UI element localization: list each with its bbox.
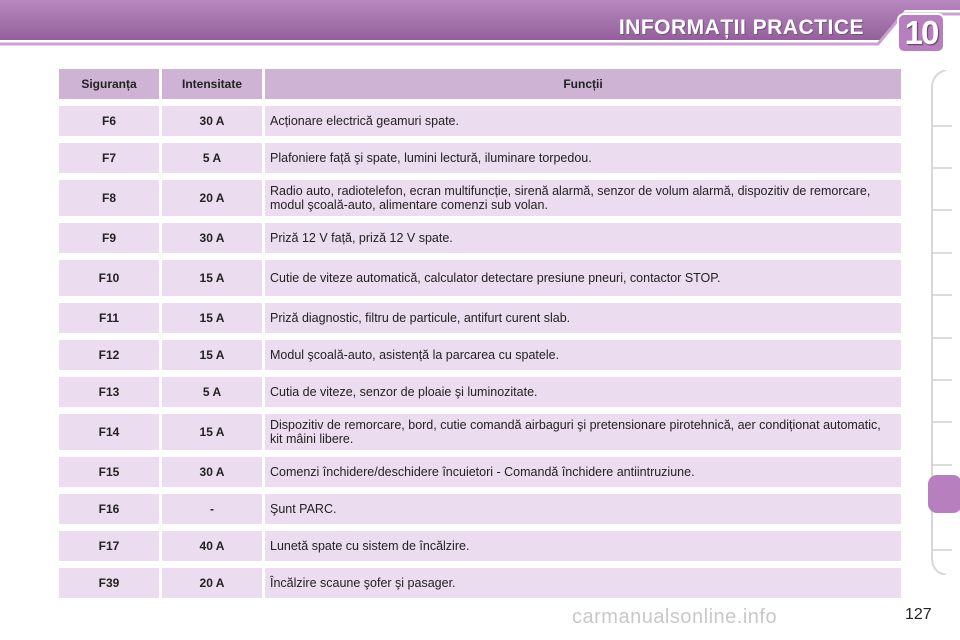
fuse-table (56, 62, 904, 605)
fuse-function: Modul şcoală-auto, asistență la parcarea cu spatele. (265, 340, 901, 370)
fuse-amperage: 30 A (162, 457, 262, 487)
table-row (59, 414, 901, 450)
table-row (59, 260, 901, 296)
fuse-amperage: 20 A (162, 180, 262, 216)
table-row (59, 531, 901, 561)
fuse-id: F15 (59, 457, 159, 487)
table-row (59, 340, 901, 370)
fuse-amperage: 20 A (162, 568, 262, 598)
table-row (59, 143, 901, 173)
table-row (59, 377, 901, 407)
fuse-amperage: 15 A (162, 340, 262, 370)
fuse-amperage: 15 A (162, 414, 262, 450)
section-title: INFORMAȚII PRACTICE (618, 16, 864, 39)
fuse-id: F8 (59, 180, 159, 216)
fuse-function: Priză diagnostic, filtru de particule, antifurt curent slab. (265, 303, 901, 333)
fuse-amperage: 40 A (162, 531, 262, 561)
fuse-function: Încălzire scaune şofer şi pasager. (265, 568, 901, 598)
fuse-function: Cutia de viteze, senzor de ploaie şi luminozitate. (265, 377, 901, 407)
fuse-function: Cutie de viteze automatică, calculator detectare presiune pneuri, contactor STOP. (265, 260, 901, 296)
watermark: carmanualsonline.info (572, 606, 778, 628)
fuse-id: F16 (59, 494, 159, 524)
fuse-id: F10 (59, 260, 159, 296)
chapter-number: 10 (904, 14, 938, 51)
fuse-id: F14 (59, 414, 159, 450)
fuse-amperage: 15 A (162, 303, 262, 333)
fuse-function: Acționare electrică geamuri spate. (265, 106, 901, 136)
fuse-amperage: - (162, 494, 262, 524)
table-row (59, 494, 901, 524)
fuse-id: F11 (59, 303, 159, 333)
column-header-fuse: Siguranța (59, 69, 159, 99)
fuse-function: Şunt PARC. (265, 494, 901, 524)
fuse-function: Priză 12 V față, priză 12 V spate. (265, 223, 901, 253)
fuse-id: F13 (59, 377, 159, 407)
fuse-function: Dispozitiv de remorcare, bord, cutie comandă airbaguri şi pretensionare pirotehnică, aer condiționat automatic, kit mâini libere. (265, 414, 901, 450)
fuse-id: F6 (59, 106, 159, 136)
fuse-function: Radio auto, radiotelefon, ecran multifuncție, sirenă alarmă, senzor de volum alarmă, dispozitiv de remorcare, modul şcoală-auto, alimentare comenzi sub volan. (265, 180, 901, 216)
fuse-amperage: 5 A (162, 143, 262, 173)
fuse-id: F9 (59, 223, 159, 253)
table-row (59, 106, 901, 136)
column-header-amperage: Intensitate (162, 69, 262, 99)
fuse-amperage: 30 A (162, 106, 262, 136)
column-header-function: Funcții (265, 69, 901, 99)
fuse-function: Comenzi închidere/deschidere încuietori - Comandă închidere antiintruziune. (265, 457, 901, 487)
fuse-id: F7 (59, 143, 159, 173)
fuse-id: F39 (59, 568, 159, 598)
fuse-id: F17 (59, 531, 159, 561)
fuse-function: Plafoniere față şi spate, lumini lectură, iluminare torpedou. (265, 143, 901, 173)
fuse-amperage: 5 A (162, 377, 262, 407)
fuse-amperage: 30 A (162, 223, 262, 253)
table-row (59, 303, 901, 333)
fuse-function: Lunetă spate cu sistem de încălzire. (265, 531, 901, 561)
fuse-id: F12 (59, 340, 159, 370)
page-number: 127 (905, 606, 932, 623)
table-header-row (59, 69, 901, 99)
table-row (59, 223, 901, 253)
table-row (59, 180, 901, 216)
fuse-amperage: 15 A (162, 260, 262, 296)
table-row (59, 568, 901, 598)
chapter-tabs (926, 70, 960, 575)
table-row (59, 457, 901, 487)
